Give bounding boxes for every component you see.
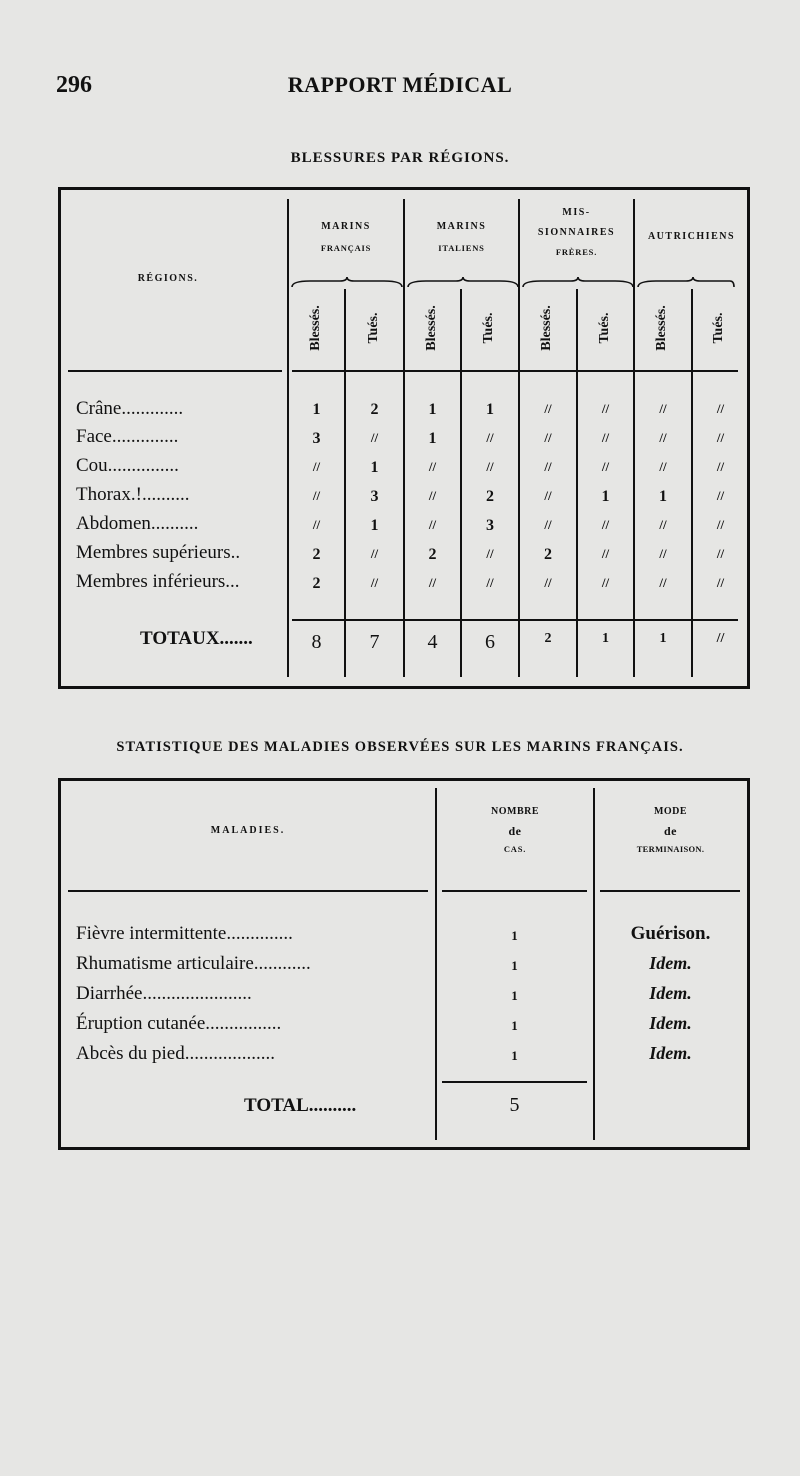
table2 bbox=[58, 778, 750, 1150]
cell-r3-c5: 1 bbox=[601, 488, 610, 505]
cell-r3-c1: 3 bbox=[370, 488, 379, 505]
cell-r0-c6: // bbox=[659, 401, 667, 416]
cell-r0-c1: 2 bbox=[370, 401, 379, 418]
row-label-thorax: Thorax.!.......... bbox=[76, 484, 190, 505]
cell-r4-c6: // bbox=[659, 517, 667, 532]
cell-r1-c7: // bbox=[716, 430, 725, 445]
cell-r2-c7: // bbox=[716, 459, 725, 474]
total-cell-c2: 4 bbox=[427, 631, 438, 653]
page-number: 296 bbox=[56, 72, 92, 98]
cell-r1-c2: 1 bbox=[428, 430, 437, 447]
total-value: 5 bbox=[509, 1094, 520, 1116]
cell-r5-c1: // bbox=[370, 546, 379, 561]
cell-r2-c6: // bbox=[659, 459, 667, 474]
row-label-face: Face.............. bbox=[76, 426, 179, 447]
cell-r6-c3: // bbox=[486, 575, 494, 590]
row-label-crane: Crâne............. bbox=[76, 398, 184, 419]
cell-r4-c7: // bbox=[716, 517, 725, 532]
regions-header: RÉGIONS. bbox=[137, 273, 199, 284]
header-nombre-de-cas: NOMBRE de CAS. bbox=[491, 806, 539, 855]
disease-row-label-0: Fièvre intermittente.............. bbox=[76, 923, 293, 944]
cell-r3-c0: // bbox=[312, 488, 321, 503]
cell-r2-c0: // bbox=[312, 459, 321, 474]
total-cell-c5: 1 bbox=[602, 631, 609, 646]
total-label: TOTAL.......... bbox=[244, 1095, 357, 1116]
cell-r5-c7: // bbox=[716, 546, 725, 561]
cell-r0-c4: // bbox=[544, 401, 552, 416]
total-cell-c6: 1 bbox=[659, 631, 667, 646]
cell-r1-c3: // bbox=[486, 430, 494, 445]
cell-r6-c1: // bbox=[370, 575, 379, 590]
disease-mode-4: Idem. bbox=[649, 1043, 692, 1063]
disease-mode-3: Idem. bbox=[649, 1013, 692, 1033]
row-label-cou: Cou............... bbox=[76, 455, 179, 476]
disease-mode-0: Guérison. bbox=[630, 923, 711, 944]
cell-r1-c4: // bbox=[544, 430, 552, 445]
disease-cases-4: 1 bbox=[511, 1048, 518, 1063]
cell-r6-c0: 2 bbox=[312, 575, 321, 592]
cell-r5-c4: 2 bbox=[544, 546, 552, 563]
total-cell-c7: // bbox=[716, 631, 725, 646]
cell-r1-c6: // bbox=[659, 430, 667, 445]
total-cell-c3: 6 bbox=[485, 631, 495, 653]
cell-r3-c3: 2 bbox=[486, 488, 494, 505]
disease-cases-0: 1 bbox=[511, 928, 518, 943]
group-header-autrichiens: AUTRICHIENS bbox=[647, 231, 736, 242]
cell-r6-c4: // bbox=[544, 575, 552, 590]
cell-r3-c2: // bbox=[428, 488, 437, 503]
disease-row-label-1: Rhumatisme articulaire............ bbox=[76, 953, 311, 974]
cell-r2-c5: // bbox=[601, 459, 610, 474]
group-header-marins-francais: MARINS FRANÇAIS bbox=[320, 221, 372, 253]
disease-cases-2: 1 bbox=[511, 988, 518, 1003]
cell-r6-c6: // bbox=[659, 575, 667, 590]
cell-r4-c3: 3 bbox=[486, 517, 494, 534]
cell-r5-c0: 2 bbox=[312, 546, 321, 563]
cell-r3-c6: 1 bbox=[659, 488, 667, 505]
cell-r2-c2: // bbox=[428, 459, 437, 474]
row-label-abdomen: Abdomen.......... bbox=[76, 513, 199, 534]
cell-r0-c2: 1 bbox=[428, 401, 437, 418]
cell-r5-c6: // bbox=[659, 546, 667, 561]
cell-r4-c5: // bbox=[601, 517, 610, 532]
row-label-membres-inferieurs: Membres inférieurs... bbox=[76, 571, 240, 592]
cell-r2-c3: // bbox=[486, 459, 494, 474]
subheader-tues-1: Tués. bbox=[366, 312, 381, 344]
cell-r6-c5: // bbox=[601, 575, 610, 590]
cell-r3-c7: // bbox=[716, 488, 725, 503]
row-label-totaux: TOTAUX....... bbox=[140, 628, 253, 649]
total-cell-c4: 2 bbox=[544, 631, 552, 646]
cell-r6-c2: // bbox=[428, 575, 437, 590]
cell-r4-c1: 1 bbox=[370, 517, 379, 534]
group-header-marins-italiens: MARINS ITALIENS bbox=[436, 221, 487, 253]
cell-r4-c0: // bbox=[312, 517, 321, 532]
cell-r5-c5: // bbox=[601, 546, 610, 561]
disease-cases-3: 1 bbox=[511, 1018, 518, 1033]
row-label-membres-superieurs: Membres supérieurs.. bbox=[76, 542, 241, 563]
disease-row-label-3: Éruption cutanée................ bbox=[76, 1013, 282, 1034]
cell-r1-c1: // bbox=[370, 430, 379, 445]
cell-r4-c2: // bbox=[428, 517, 437, 532]
group-header-missionnaires: MIS- SIONNAIRES FRÈRES. bbox=[537, 207, 616, 257]
disease-row-label-2: Diarrhée....................... bbox=[76, 983, 252, 1004]
cell-r5-c2: 2 bbox=[428, 546, 437, 563]
subheader-blesses-4: Blessés. bbox=[654, 305, 669, 351]
cell-r2-c4: // bbox=[544, 459, 552, 474]
subheader-blesses-1: Blessés. bbox=[308, 305, 323, 351]
running-head: RAPPORT MÉDICAL bbox=[287, 72, 513, 97]
header-maladies: MALADIES. bbox=[210, 825, 286, 836]
disease-mode-2: Idem. bbox=[649, 983, 692, 1003]
disease-row-label-4: Abcès du pied................... bbox=[76, 1043, 275, 1064]
subheader-blesses-2: Blessés. bbox=[424, 305, 439, 351]
table2-caption: STATISTIQUE DES MALADIES OBSERVÉES SUR LES MARINS FRANÇAIS. bbox=[116, 739, 684, 755]
total-cell-c0: 8 bbox=[311, 631, 322, 653]
subheader-tues-3: Tués. bbox=[597, 312, 612, 344]
cell-r0-c0: 1 bbox=[312, 401, 321, 418]
subheader-tues-2: Tués. bbox=[481, 312, 496, 344]
cell-r0-c5: // bbox=[601, 401, 610, 416]
cell-r4-c4: // bbox=[544, 517, 552, 532]
cell-r3-c4: // bbox=[544, 488, 552, 503]
subheader-tues-4: Tués. bbox=[711, 312, 726, 344]
cell-r0-c7: // bbox=[716, 401, 725, 416]
disease-mode-1: Idem. bbox=[649, 953, 692, 973]
cell-r6-c7: // bbox=[716, 575, 725, 590]
cell-r2-c1: 1 bbox=[370, 459, 379, 476]
table1 bbox=[58, 187, 750, 689]
cell-r5-c3: // bbox=[486, 546, 494, 561]
header-mode-de-terminaison: MODE de TERMINAISON. bbox=[636, 806, 705, 855]
table1-caption: BLESSURES PAR RÉGIONS. bbox=[290, 150, 510, 166]
cell-r1-c5: // bbox=[601, 430, 610, 445]
subheader-blesses-3: Blessés. bbox=[539, 305, 554, 351]
cell-r1-c0: 3 bbox=[312, 430, 321, 447]
cell-r0-c3: 1 bbox=[486, 401, 494, 418]
disease-cases-1: 1 bbox=[511, 958, 518, 973]
total-cell-c1: 7 bbox=[369, 631, 380, 653]
